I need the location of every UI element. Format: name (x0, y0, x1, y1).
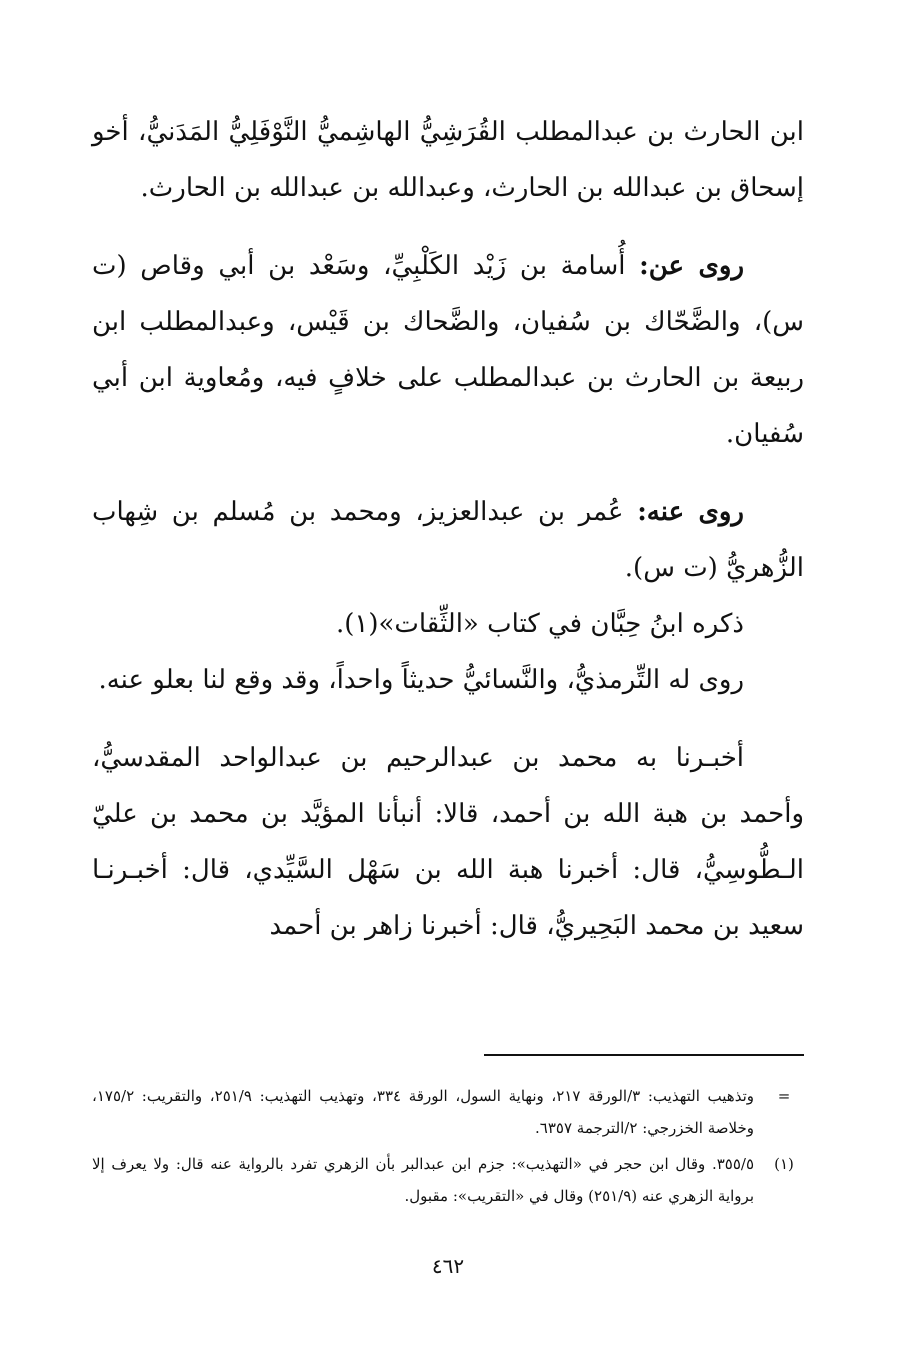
page-number: ٤٦٢ (431, 1254, 465, 1278)
main-text (92, 104, 804, 954)
narrated-by-text: عُمر بن عبدالعزيز، ومحمد بن مُسلم بن شِهاب الزُّهريُّ (ت س). (92, 497, 804, 583)
footnote-1 (92, 1148, 804, 1212)
tirmidhi-paragraph: روى له التِّرمذيُّ، والنَّسائيُّ حديثاً واحداً، وقد وقع لنا بعلو عنه. (98, 665, 744, 695)
narrated-from-label: روى عن: (639, 251, 744, 281)
footnote-text: ٣٥٥/٥. وقال ابن حجر في «التهذيب»: جزم ابن عبدالبر بأن الزهري تفرد بالرواية عنه قال: ولا يعرف إلا برواية الزهري عنه (٢٥١/٩) وقال في «التقريب»: مقبول. (92, 1155, 754, 1205)
narrated-from-text: أُسامة بن زَيْد الكَلْبِيِّ، وسَعْد بن أبي وقاص (ت س)، والضَّحّاك بن سُفيان، والضَّحاك بن قَيْس، وعبدالمطلب ابن ربيعة بن الحارث بن عبدالمطلب على خلافٍ فيه، ومُعاوية ابن أبي سُفيان. (92, 251, 804, 449)
footnotes (92, 1080, 804, 1216)
footnote-text: وتذهيب التهذيب: ٣/الورقة ٢١٧، ونهاية السول، الورقة ٣٣٤، وتهذيب التهذيب: ٢٥١/٩، والتقريب: ١٧٥/٢، وخلاصة الخزرجي: ٢/الترجمة ٦٣٥٧. (92, 1087, 754, 1137)
narrated-from-paragraph (92, 238, 804, 462)
footnote-separator (484, 1054, 804, 1056)
footnote-marker: = (777, 1087, 791, 1105)
book-page (92, 104, 804, 1304)
narrated-by-paragraph (92, 484, 804, 596)
footnote-marker: (١) (774, 1155, 794, 1173)
narrated-by-label: روى عنه: (637, 497, 744, 527)
ibn-hibban-paragraph: ذكره ابنُ حِبَّان في كتاب «الثِّقات»(١). (335, 609, 744, 639)
footnote-continued (92, 1080, 804, 1144)
intro-paragraph: ابن الحارث بن عبدالمطلب القُرَشِيُّ الهاشِميُّ النَّوْفَلِيُّ المَدَنيُّ، أخو إسحاق بن عبدالله بن الحارث، وعبدالله بن عبدالله بن الحارث. (92, 117, 804, 203)
isnad-paragraph: أخبـرنا به محمد بن عبدالرحيم بن عبدالواحد المقدسيُّ، وأحمد بن هبة الله بن أحمد، قالا: أنبأنا المؤيَّد بن محمد بن عليّ الـطُّوسِيُّ، قال: أخبرنا هبة الله بن سَهْل السَّيِّدي، قال: أخبـرنـا سعيد بن محمد البَحِيريُّ، قال: أخبرنا زاهر بن أحمد (92, 743, 805, 941)
